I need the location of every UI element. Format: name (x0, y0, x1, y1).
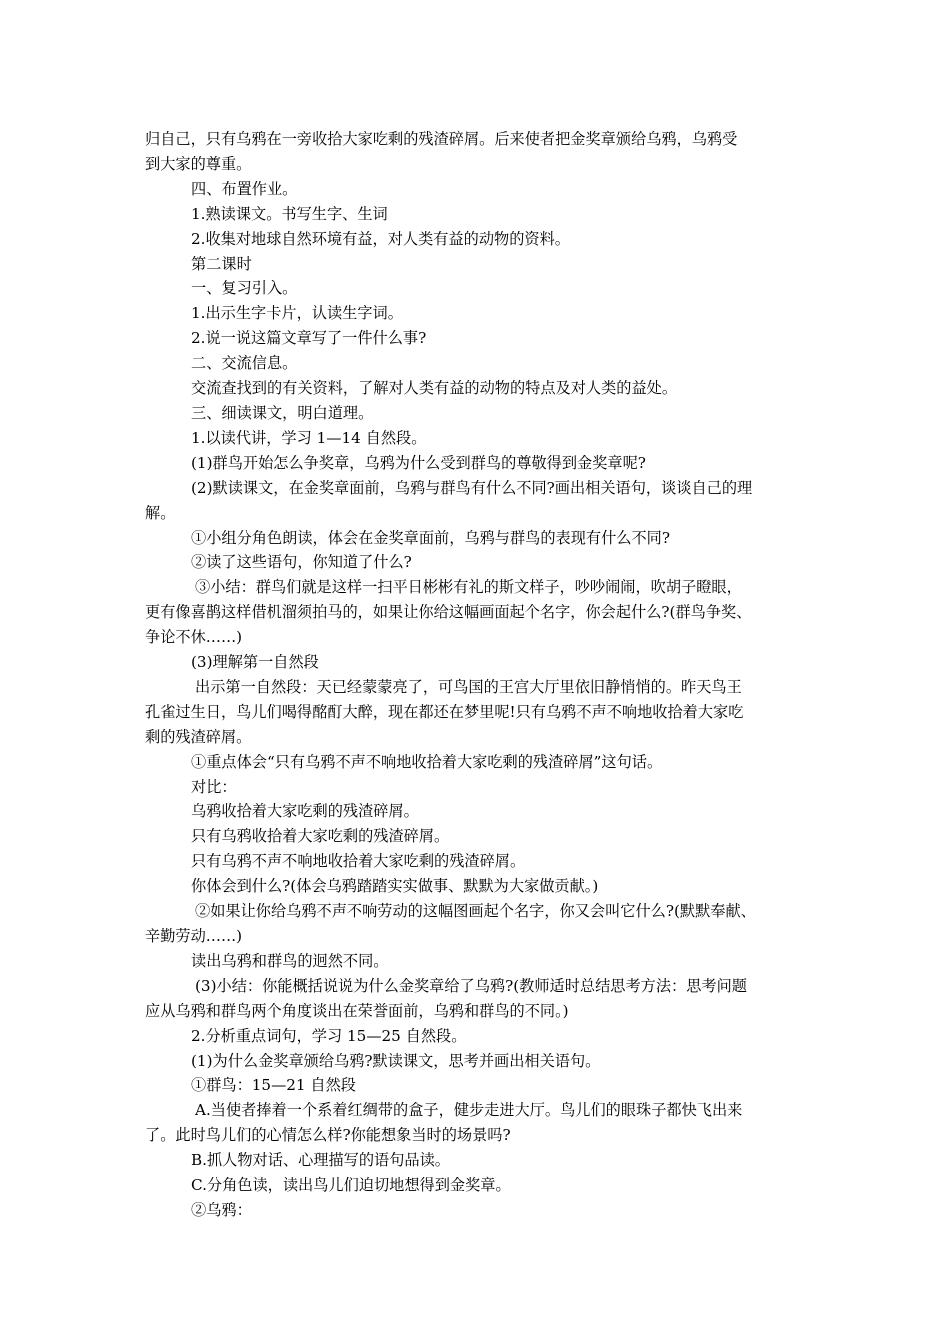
text-line: 你体会到什么?(体会乌鸦踏踏实实做事、默默为大家做贡献。) (191, 877, 599, 896)
text-line: 2.收集对地球自然环境有益，对人类有益的动物的资料。 (191, 229, 570, 248)
section-heading: 四、布置作业。 (191, 179, 298, 198)
section-heading: 二、交流信息。 (191, 354, 298, 373)
text-line: 剩的残渣碎屑。 (145, 727, 252, 746)
text-line: ②乌鸦： (191, 1200, 252, 1219)
text-line: 2.说一说这篇文章写了一件什么事? (191, 329, 427, 348)
text-line: (3)理解第一自然段 (191, 653, 319, 672)
text-line: (2)默读课文，在金奖章面前，乌鸦与群鸟有什么不同?画出相关语句，谈谈自己的理 (191, 478, 753, 497)
text-line: 1.出示生字卡片，认读生字词。 (191, 304, 403, 323)
text-line: 只有乌鸦不声不响地收拾着大家吃剩的残渣碎屑。 (191, 852, 526, 871)
text-line: 争论不休……) (145, 628, 243, 647)
text-line: ③小结：群鸟们就是这样一扫平日彬彬有礼的斯文样子，吵吵闹闹，吹胡子瞪眼， (195, 578, 742, 597)
text-line: C.分角色读，读出鸟儿们迫切地想得到金奖章。 (191, 1176, 511, 1195)
text-line: 读出乌鸦和群鸟的迥然不同。 (191, 951, 389, 970)
text-line: 归自己，只有乌鸦在一旁收拾大家吃剩的残渣碎屑。后来使者把金奖章颁给乌鸦，乌鸦受 (145, 130, 738, 148)
text-line: 出示第一自然段：天已经蒙蒙亮了，可鸟国的王宫大厅里依旧静悄悄的。昨天鸟王 (195, 677, 742, 696)
text-line: B.抓人物对话、心理描写的语句品读。 (191, 1151, 450, 1170)
text-line: (1)为什么金奖章颁给乌鸦?默读课文，思考并画出相关语句。 (191, 1051, 601, 1070)
text-line: 应从乌鸦和群鸟两个角度谈出在荣誉面前，乌鸦和群鸟的不同。) (145, 1001, 569, 1020)
text-line: ②读了这些语句，你知道了什么? (191, 553, 412, 572)
text-line: (3)小结：你能概括说说为什么金奖章给了乌鸦?(教师适时总结思考方法：思考问题 (195, 976, 747, 995)
section-heading: 第二课时 (191, 254, 252, 273)
text-line: 到大家的尊重。 (145, 154, 252, 173)
text-line: 了。此时鸟儿们的心情怎么样?你能想象当时的场景吗? (145, 1126, 511, 1145)
text-line: ①重点体会“只有乌鸦不声不响地收拾着大家吃剩的残渣碎屑”这句话。 (191, 752, 663, 771)
text-line: 乌鸦收拾着大家吃剩的残渣碎屑。 (191, 802, 419, 821)
text-line: 交流查找到的有关资料，了解对人类有益的动物的特点及对人类的益处。 (191, 379, 677, 398)
section-heading: 三、细读课文，明白道理。 (191, 403, 374, 422)
text-line: 2.分析重点词句，学习 15—25 自然段。 (191, 1026, 467, 1045)
section-heading: 一、复习引入。 (191, 279, 298, 298)
text-line: 解。 (145, 503, 176, 522)
text-line: A.当使者捧着一个系着红绸带的盒子，健步走进大厅。鸟儿们的眼珠子都快飞出来 (195, 1101, 743, 1120)
text-line: ①小组分角色朗读，体会在金奖章面前，乌鸦与群鸟的表现有什么不同? (191, 528, 670, 547)
text-line: ②如果让你给乌鸦不声不响劳动的这幅图画起个名字，你又会叫它什么?(默默奉献、 (195, 902, 756, 921)
text-line: 更有像喜鹊这样借机溜须拍马的，如果让你给这幅画面起个名字，你会起什么?(群鸟争奖、 (145, 603, 752, 622)
text-line: 只有乌鸦收拾着大家吃剩的残渣碎屑。 (191, 827, 450, 846)
text-line: 孔雀过生日，鸟儿们喝得酩酊大醉，现在都还在梦里呢!只有乌鸦不声不响地收拾着大家吃 (145, 702, 744, 721)
text-line: ①群鸟：15—21 自然段 (191, 1076, 356, 1095)
document-page (145, 127, 815, 1223)
text-line: 辛勤劳动……) (145, 927, 243, 945)
text-line: (1)群鸟开始怎么争奖章，乌鸦为什么受到群鸟的尊敬得到金奖章呢? (191, 453, 646, 472)
text-line: 1.以读代讲，学习 1—14 自然段。 (191, 428, 427, 447)
text-line: 1.熟读课文。书写生字、生词 (191, 204, 388, 223)
text-line: 对比： (191, 777, 237, 796)
